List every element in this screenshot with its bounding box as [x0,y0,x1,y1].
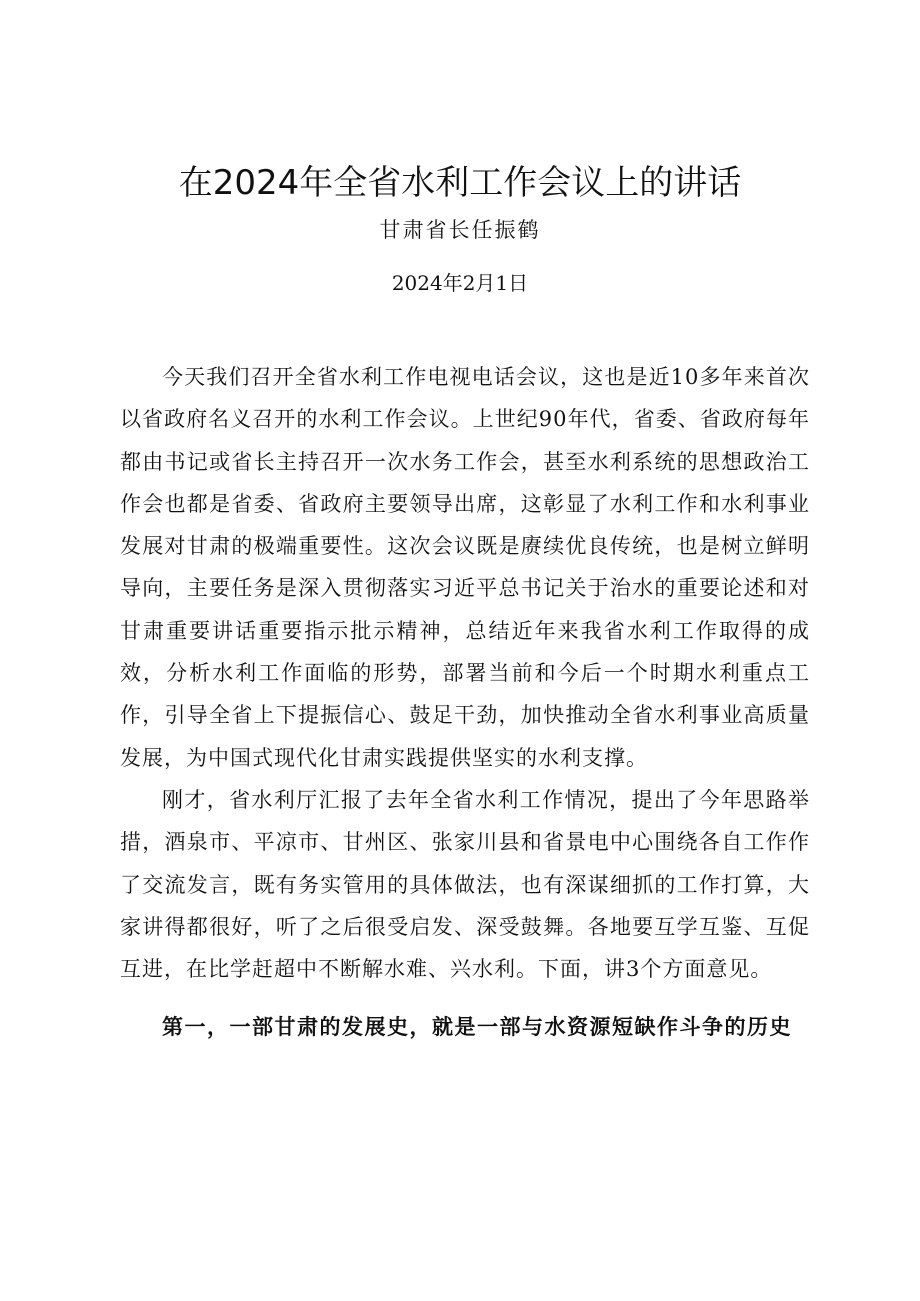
document-body [120,356,810,1048]
document-title: 在2024年全省水利工作会议上的讲话 [178,163,742,203]
document-date: 2024年2月1日 [391,271,529,295]
section-heading: 第一，一部甘肃的发展史，就是一部与水资源短缺作斗争的历史 [162,1014,792,1040]
paragraph-2: 刚才，省水利厅汇报了去年全省水利工作情况，提出了今年思路举措，酒泉市、平凉市、甘州区、张家川县和省景电中心围绕各自工作作了交流发言，既有务实管用的具体做法，也有深谋细抓的工作打算，大家讲得都很好，听了之后很受启发、深受鼓舞。各地要互学互鉴、互促互进，在比学赶超中不断解水难、兴水利。下面，讲3个方面意见。 [120,787,810,982]
document-author: 甘肃省长任振鹤 [379,218,541,242]
paragraph-1: 今天我们召开全省水利工作电视电话会议，这也是近10多年来首次以省政府名义召开的水利工作会议。上世纪90年代，省委、省政府每年都由书记或省长主持召开一次水务工作会，甚至水利系统的思想政治工作会也都是省委、省政府主要领导出席，这彰显了水利工作和水利事业发展对甘肃的极端重要性。这次会议既是赓续优良传统，也是树立鲜明导向，主要任务是深入贯彻落实习近平总书记关于治水的重要论述和对甘肃重要讲话重要指示批示精神，总结近年来我省水利工作取得的成效，分析水利工作面临的形势，部署当前和今后一个时期水利重点工作，引导全省上下提振信心、鼓足干劲，加快推动全省水利事业高质量发展，为中国式现代化甘肃实践提供坚实的水利支撑。 [120,365,810,770]
